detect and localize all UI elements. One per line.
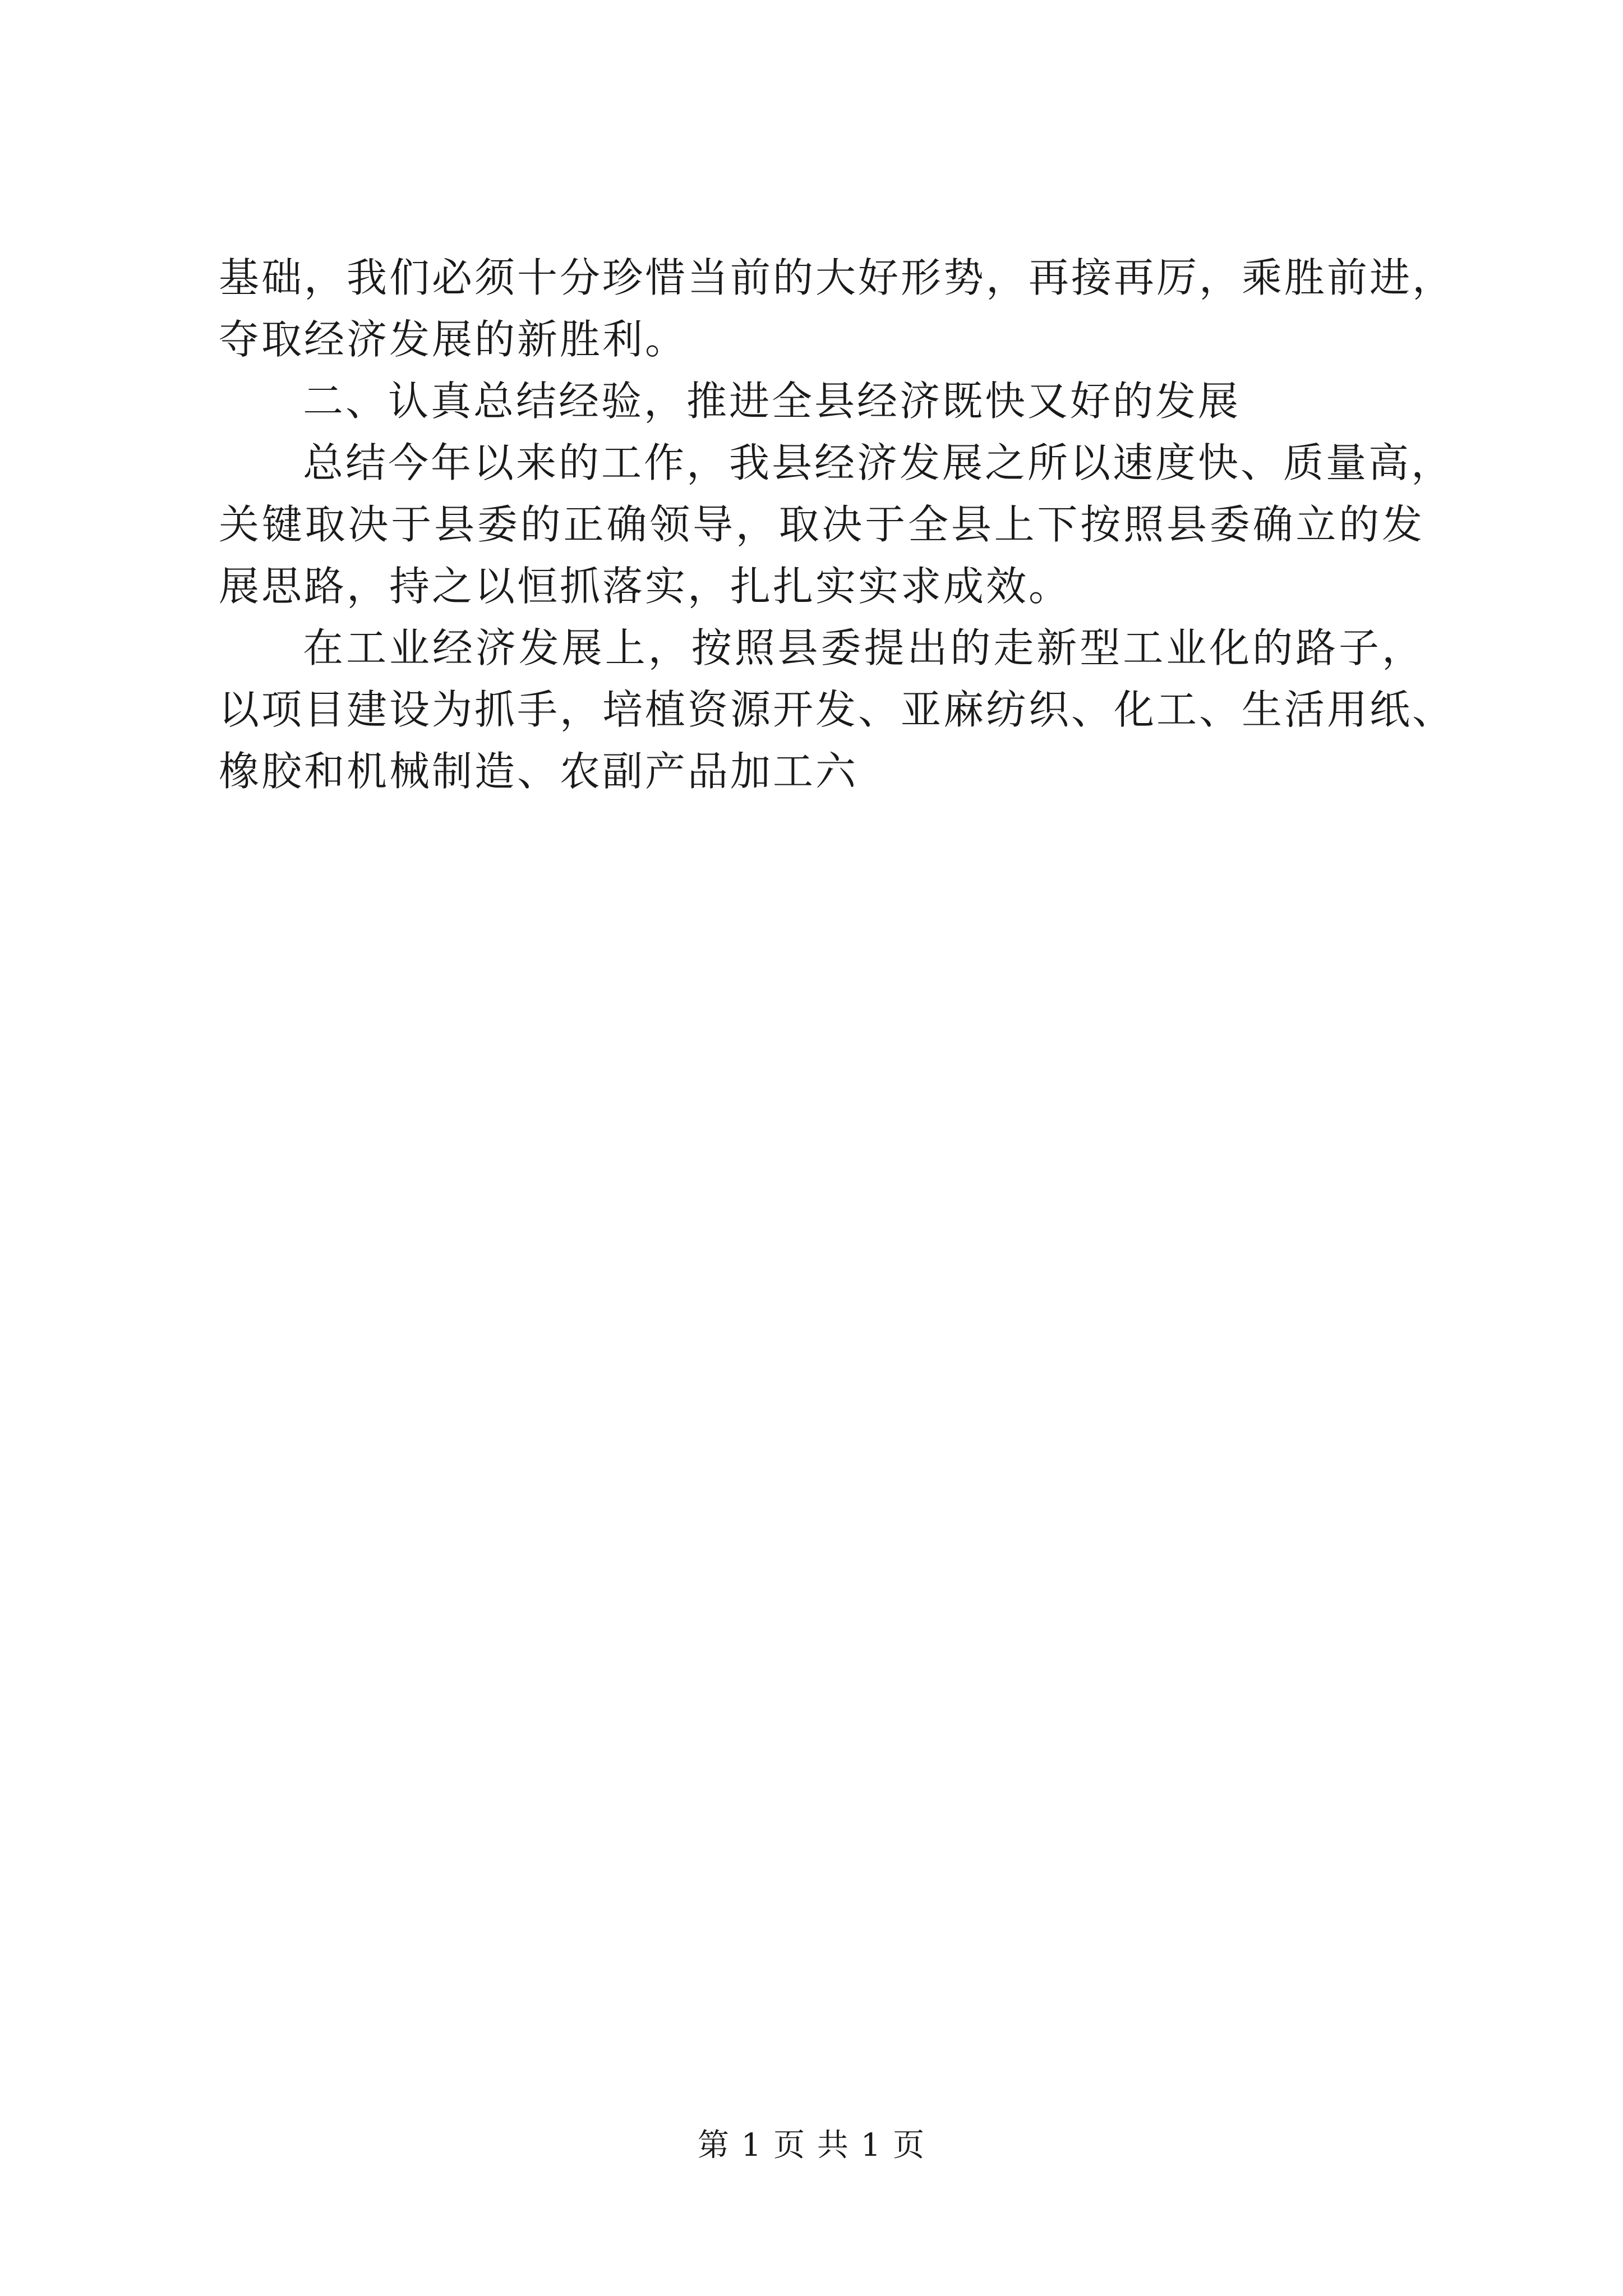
- document-body: [219, 247, 1455, 802]
- paragraph-3: [219, 432, 1454, 617]
- text-line: 关键取决于县委的正确领导，取决于全县上下按照县委确立的发: [219, 501, 1424, 548]
- paragraph-1: [219, 247, 1455, 370]
- text-line: 以项目建设为抓手，培植资源开发、亚麻纺织、化工、生活用纸、: [219, 686, 1455, 733]
- text-line: 基础，我们必须十分珍惜当前的大好形势，再接再厉，乘胜前进，: [219, 254, 1455, 301]
- text-line: 总结今年以来的工作，我县经济发展之所以速度快、质量高，: [303, 439, 1454, 486]
- section-heading: [219, 370, 1424, 432]
- text-line: 橡胶和机械制造、农副产品加工六: [219, 748, 859, 795]
- page-number-footer: 第 1 页 共 1 页: [697, 2127, 926, 2164]
- paragraph-4: [219, 617, 1455, 802]
- text-line: 在工业经济发展上，按照县委提出的走新型工业化的路子，: [303, 624, 1424, 671]
- text-line: 展思路，持之以恒抓落实，扎扎实实求成效。: [219, 563, 1072, 610]
- text-line: 夺取经济发展的新胜利。: [219, 316, 688, 363]
- section-heading-text: 二、认真总结经验，推进全县经济既快又好的发展: [303, 378, 1241, 425]
